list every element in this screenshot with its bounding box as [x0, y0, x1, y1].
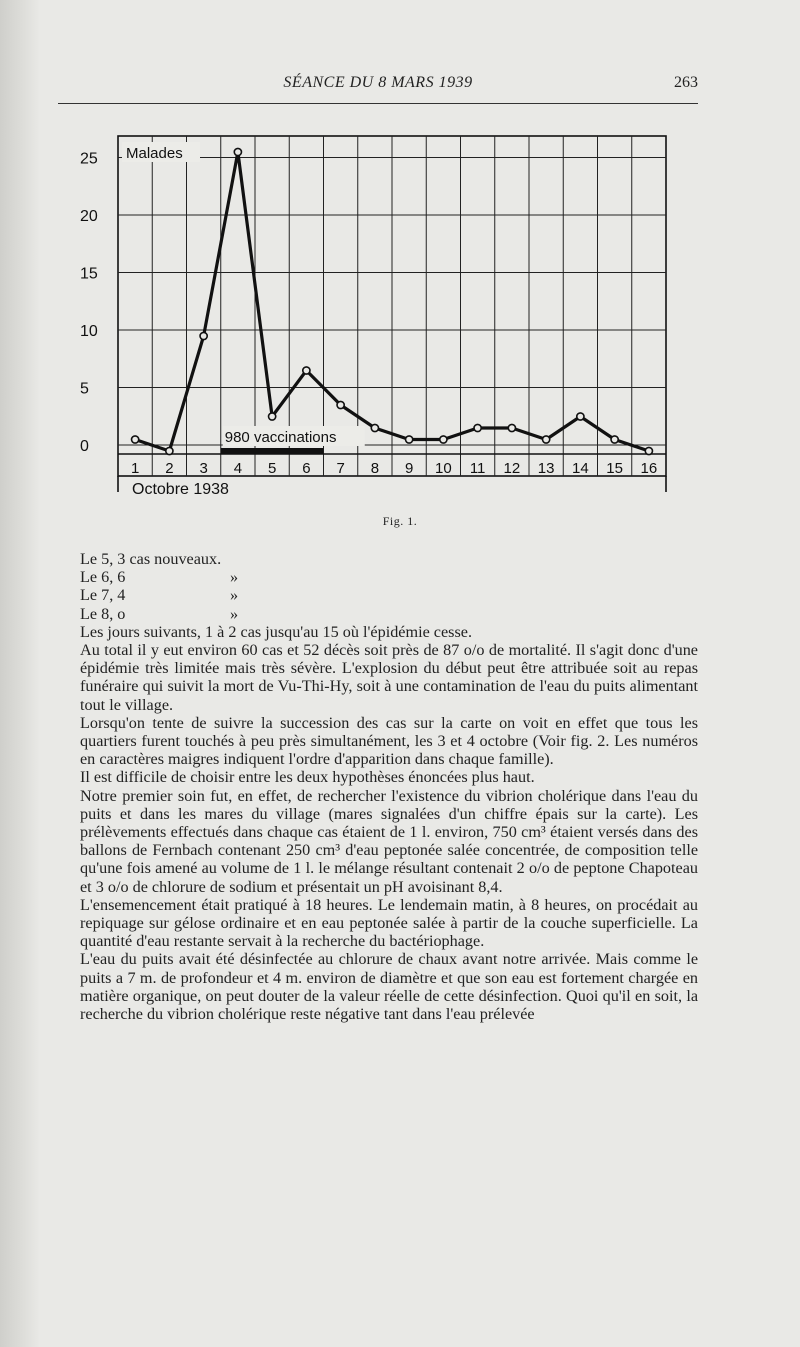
vaccination-annotation: 980 vaccinations	[224, 429, 337, 446]
data-point	[234, 148, 241, 155]
data-point	[269, 413, 276, 420]
body-text	[80, 550, 698, 1023]
y-tick-label: 25	[80, 150, 98, 168]
y-tick-label: 15	[80, 265, 98, 283]
daily-case-label: Le 7, 4	[80, 586, 126, 605]
x-tick-label: 14	[572, 460, 589, 477]
x-tick-label: 13	[537, 460, 555, 477]
x-tick-label: 6	[302, 460, 311, 477]
header-rule	[58, 103, 698, 104]
x-tick-label: 10	[435, 460, 452, 477]
x-tick-label: 12	[503, 460, 521, 477]
x-tick-label: 3	[199, 460, 208, 477]
ditto-mark: »	[230, 568, 239, 587]
figure-caption: Fig. 1.	[382, 514, 418, 528]
page-binding-shadow	[0, 0, 40, 1347]
x-tick-label: 5	[267, 460, 277, 477]
x-tick-label: 9	[404, 460, 414, 477]
body-paragraph: L'ensemencement était pratiqué à 18 heures. Le lendemain matin, à 8 heures, on procédait au repiquage sur gélose ordinaire et en eau peptonée salée à partir de la couche superficielle. La quantité d'eau restante servait à la recherche du bactériophage.	[80, 895, 698, 951]
y-tick-label: 20	[80, 208, 98, 225]
data-point	[166, 447, 173, 454]
daily-case-label: Le 8, o	[80, 604, 126, 623]
page-number: 263	[674, 74, 698, 91]
y-tick-label: 5	[80, 380, 89, 398]
x-tick-label: 11	[469, 460, 486, 477]
daily-cases-list	[80, 550, 698, 623]
data-point	[337, 401, 344, 408]
data-point	[200, 332, 207, 339]
ditto-mark: »	[230, 586, 239, 605]
x-tick-label: 8	[370, 460, 380, 477]
data-point	[440, 436, 447, 443]
data-point	[406, 436, 413, 443]
y-tick-label: 10	[80, 323, 98, 340]
x-tick-label: 4	[233, 460, 243, 477]
data-point	[543, 436, 550, 443]
body-paragraph: Il est difficile de choisir entre les deux hypothèses énoncées plus haut.	[80, 768, 535, 787]
data-point	[645, 447, 652, 454]
paragraph-list	[80, 623, 698, 1023]
data-point	[371, 424, 378, 431]
y-tick-label: 0	[80, 438, 89, 455]
header-title: SÉANCE DU 8 MARS 1939	[283, 74, 473, 91]
data-point	[132, 436, 139, 443]
body-paragraph: Lorsqu'on tente de suivre la succession des cas sur la carte on voit en effet que tous les quartiers furent touchés à peu près simultanément, les 3 et 4 octobre (Voir fig. 2. Les numéros en caractères maigres indiquent l'ordre d'apparition dans chaque famille).	[80, 713, 698, 769]
daily-case-line	[80, 586, 698, 604]
daily-case-line	[80, 568, 698, 586]
x-tick-label: 16	[640, 460, 658, 477]
daily-case-label: Le 5, 3 cas nouveaux.	[80, 550, 222, 568]
vaccination-bar	[221, 448, 324, 454]
ditto-mark: »	[230, 604, 239, 623]
body-paragraph: Notre premier soin fut, en effet, de rechercher l'existence du vibrion cholérique dans l'eau du puits et dans les mares du village (mares signalées d'un chiffre épais sur la carte). Les prélèvements effectués dans chaque cas étaient de 1 l. environ, 750 cm³ étaient versés dans des ballons de Fernbach contenant 250 cm³ d'eau peptonée salée concentrée, de composition telle qu'une fois amené au volume de 1 l. le mélange résultant contenait 2 o/o de peptone Chapoteau et 3 o/o de chlorure de sodium et présentait un pH avoisinant 8,4.	[80, 786, 698, 896]
data-point	[303, 367, 310, 374]
data-point	[577, 413, 584, 420]
epidemic-chart	[70, 120, 680, 510]
running-header	[58, 74, 698, 100]
body-paragraph: Au total il y eut environ 60 cas et 52 décès soit près de 87 o/o de mortalité. Il s'agit donc d'une épidémie très limitée mais très sévère. L'explosion du début peut être attribuée soit au repas funéraire qui suivit la mort de Vu-Thi-Hy, soit à une contamination de l'eau du puits alimentant tout le village.	[80, 641, 698, 714]
daily-case-line	[80, 605, 698, 623]
data-point	[508, 424, 515, 431]
data-point	[611, 436, 618, 443]
x-tick-label: 1	[130, 460, 140, 477]
x-tick-label: 2	[165, 460, 174, 477]
x-tick-label: 15	[606, 460, 623, 477]
chart-title: Malades	[126, 145, 183, 162]
data-point	[474, 424, 481, 431]
body-paragraph: Les jours suivants, 1 à 2 cas jusqu'au 15 où l'épidémie cesse.	[80, 622, 473, 641]
x-tick-label: 7	[336, 460, 345, 477]
daily-case-line	[80, 550, 698, 568]
daily-case-label: Le 6, 6	[80, 568, 126, 587]
x-axis-label: Octobre 1938	[132, 481, 229, 498]
body-paragraph: L'eau du puits avait été désinfectée au chlorure de chaux avant notre arrivée. Mais comme le puits a 7 m. de profondeur et 4 m. environ de diamètre et que son eau est fortement chargée en matière organique, on peut douter de la valeur réelle de cette désinfection. Quoi qu'il en soit, la recherche du vibrion cholérique reste négative tant dans l'eau prélevée	[80, 950, 698, 1024]
